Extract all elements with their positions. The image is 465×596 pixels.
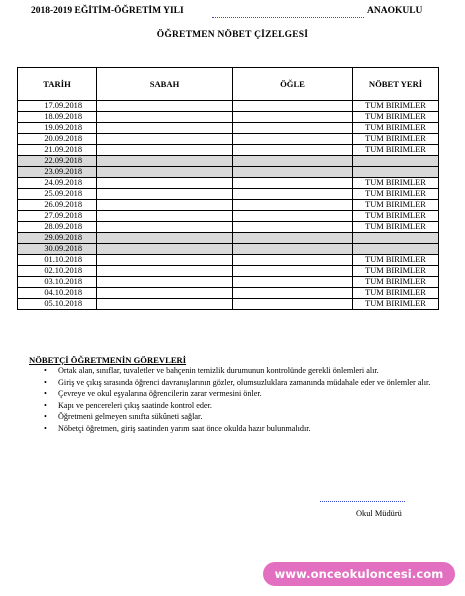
noon-cell[interactable] <box>233 167 353 178</box>
morning-cell[interactable] <box>97 222 233 233</box>
duty-place-cell: TUM BIRIMLER <box>353 266 439 277</box>
table-row <box>18 200 439 211</box>
duty-place-cell: TUM BIRIMLER <box>353 123 439 134</box>
morning-cell[interactable] <box>97 288 233 299</box>
school-type-label: ANAOKULU <box>367 6 423 16</box>
duty-place-cell: TUM BIRIMLER <box>353 277 439 288</box>
date-cell: 20.09.2018 <box>18 134 97 145</box>
page-title: ÖĞRETMEN NÖBET ÇİZELGESİ <box>156 30 309 40</box>
noon-cell[interactable] <box>233 277 353 288</box>
morning-cell[interactable] <box>97 189 233 200</box>
noon-cell[interactable] <box>233 101 353 112</box>
table-row <box>18 156 439 167</box>
duty-place-cell: TUM BIRIMLER <box>353 134 439 145</box>
noon-cell[interactable] <box>233 123 353 134</box>
duty-list-item: • Giriş ve çıkış sırasında öğrenci davranışlarının gözler, olumsuzluklara zamanında müdahale eder ve önlemler alır. <box>58 378 465 389</box>
date-cell: 17.09.2018 <box>18 101 97 112</box>
morning-cell[interactable] <box>97 244 233 255</box>
school-name-blank-line[interactable] <box>212 17 364 18</box>
table-row <box>18 255 439 266</box>
date-cell: 29.09.2018 <box>18 233 97 244</box>
table-row <box>18 266 439 277</box>
principal-signature-label: Okul Müdürü <box>356 509 402 518</box>
date-cell: 01.10.2018 <box>18 255 97 266</box>
noon-cell[interactable] <box>233 244 353 255</box>
table-row <box>18 167 439 178</box>
noon-cell[interactable] <box>233 145 353 156</box>
date-cell: 03.10.2018 <box>18 277 97 288</box>
table-row <box>18 288 439 299</box>
noon-cell[interactable] <box>233 288 353 299</box>
date-cell: 21.09.2018 <box>18 145 97 156</box>
morning-cell[interactable] <box>97 200 233 211</box>
date-cell: 04.10.2018 <box>18 288 97 299</box>
column-header-duty-place: NÖBET YERİ <box>353 68 439 101</box>
duty-list-item: • Çevreye ve okul eşyalarına öğrencilerin zarar vermesini önler. <box>58 389 465 400</box>
noon-cell[interactable] <box>233 112 353 123</box>
noon-cell[interactable] <box>233 222 353 233</box>
table-row <box>18 189 439 200</box>
table-row <box>18 145 439 156</box>
morning-cell[interactable] <box>97 178 233 189</box>
table-row <box>18 211 439 222</box>
date-cell: 24.09.2018 <box>18 178 97 189</box>
noon-cell[interactable] <box>233 299 353 310</box>
column-header-noon: ÖĞLE <box>233 68 353 101</box>
duty-list-item: • Kapı ve pencereleri çıkış saatinde kontrol eder. <box>58 401 465 412</box>
column-header-date: TARİH <box>18 68 97 101</box>
morning-cell[interactable] <box>97 255 233 266</box>
morning-cell[interactable] <box>97 211 233 222</box>
school-year-label: 2018-2019 EĞİTİM-ÖĞRETİM YILI <box>31 6 184 16</box>
duty-place-cell: TUM BIRIMLER <box>353 101 439 112</box>
morning-cell[interactable] <box>97 134 233 145</box>
duty-place-cell <box>353 244 439 255</box>
table-row <box>18 101 439 112</box>
morning-cell[interactable] <box>97 167 233 178</box>
morning-cell[interactable] <box>97 112 233 123</box>
date-cell: 23.09.2018 <box>18 167 97 178</box>
duty-place-cell: TUM BIRIMLER <box>353 255 439 266</box>
duty-place-cell: TUM BIRIMLER <box>353 112 439 123</box>
date-cell: 27.09.2018 <box>18 211 97 222</box>
duty-place-cell: TUM BIRIMLER <box>353 145 439 156</box>
morning-cell[interactable] <box>97 299 233 310</box>
duty-place-cell: TUM BIRIMLER <box>353 211 439 222</box>
duty-list-item: • Öğretmeni gelmeyen sınıfta sükûneti sağlar. <box>58 412 465 423</box>
table-row <box>18 244 439 255</box>
duty-place-cell <box>353 233 439 244</box>
table-row <box>18 277 439 288</box>
morning-cell[interactable] <box>97 123 233 134</box>
morning-cell[interactable] <box>97 145 233 156</box>
duties-list <box>28 366 465 435</box>
duty-place-cell <box>353 156 439 167</box>
table-row <box>18 112 439 123</box>
duty-list-item: • Nöbetçi öğretmen, giriş saatinden yarım saat önce okulda hazır bulunmalıdır. <box>58 424 465 435</box>
noon-cell[interactable] <box>233 189 353 200</box>
table-body <box>18 101 439 310</box>
date-cell: 05.10.2018 <box>18 299 97 310</box>
noon-cell[interactable] <box>233 134 353 145</box>
noon-cell[interactable] <box>233 255 353 266</box>
date-cell: 19.09.2018 <box>18 123 97 134</box>
noon-cell[interactable] <box>233 211 353 222</box>
duty-place-cell <box>353 167 439 178</box>
column-header-morning: SABAH <box>97 68 233 101</box>
signature-blank-line[interactable] <box>320 501 405 502</box>
date-cell: 18.09.2018 <box>18 112 97 123</box>
date-cell: 22.09.2018 <box>18 156 97 167</box>
morning-cell[interactable] <box>97 156 233 167</box>
noon-cell[interactable] <box>233 233 353 244</box>
morning-cell[interactable] <box>97 266 233 277</box>
duty-place-cell: TUM BIRIMLER <box>353 200 439 211</box>
noon-cell[interactable] <box>233 266 353 277</box>
duty-schedule-table <box>17 67 439 310</box>
date-cell: 28.09.2018 <box>18 222 97 233</box>
table-row <box>18 299 439 310</box>
table-row <box>18 123 439 134</box>
morning-cell[interactable] <box>97 233 233 244</box>
date-cell: 30.09.2018 <box>18 244 97 255</box>
duty-list-item: • Ortak alan, sınıflar, tuvaletler ve bahçenin temizlik durumunun kontrolünde gerekli önlemleri alır. <box>58 366 465 377</box>
date-cell: 25.09.2018 <box>18 189 97 200</box>
duty-place-cell: TUM BIRIMLER <box>353 178 439 189</box>
date-cell: 26.09.2018 <box>18 200 97 211</box>
website-watermark: www.onceokuloncesi.com <box>263 562 455 586</box>
noon-cell[interactable] <box>233 200 353 211</box>
table-row <box>18 222 439 233</box>
duty-place-cell: TUM BIRIMLER <box>353 189 439 200</box>
table-header-row <box>18 68 439 101</box>
noon-cell[interactable] <box>233 178 353 189</box>
noon-cell[interactable] <box>233 156 353 167</box>
table-row <box>18 233 439 244</box>
duty-place-cell: TUM BIRIMLER <box>353 288 439 299</box>
morning-cell[interactable] <box>97 277 233 288</box>
morning-cell[interactable] <box>97 101 233 112</box>
table-row <box>18 134 439 145</box>
date-cell: 02.10.2018 <box>18 266 97 277</box>
duty-place-cell: TUM BIRIMLER <box>353 222 439 233</box>
duty-place-cell: TUM BIRIMLER <box>353 299 439 310</box>
table-row <box>18 178 439 189</box>
duties-heading: NÖBETÇİ ÖĞRETMENİN GÖREVLERİ <box>29 355 187 365</box>
